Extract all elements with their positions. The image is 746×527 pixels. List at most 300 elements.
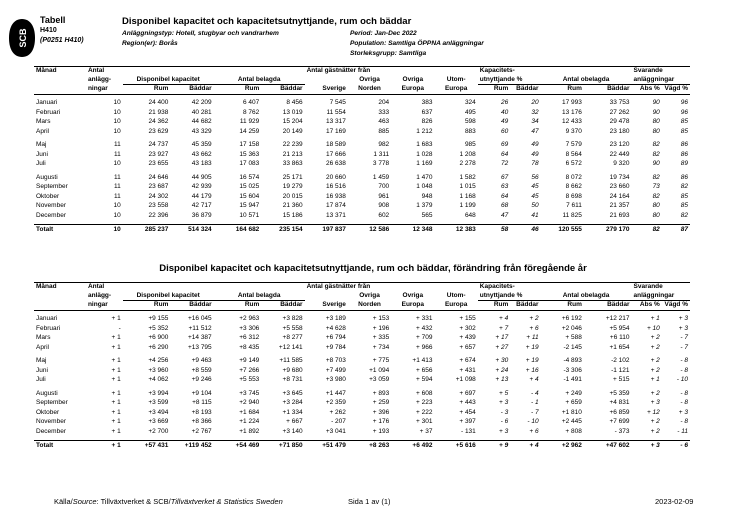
table-cell: 49: [531, 150, 539, 158]
table-cell: 12 348: [391, 224, 434, 234]
table-cell: 22 449: [609, 150, 630, 158]
table-cell: +1 892: [239, 427, 260, 435]
table-cell: Augusti: [36, 173, 58, 181]
table-cell: 24 400: [148, 99, 169, 106]
table-cell: 495: [464, 108, 476, 116]
table-cell: +47 602: [584, 440, 632, 450]
table-cell: + 176: [372, 418, 390, 425]
table-cell: 17 874: [326, 202, 346, 209]
table-cell: + 37: [419, 427, 433, 435]
col-ovriga-1: Övriga: [359, 292, 380, 299]
table-cell: Maj: [36, 357, 47, 364]
table-cell: 23 660: [609, 183, 630, 190]
col-rum: Rum: [123, 301, 171, 311]
table-row: [34, 173, 690, 183]
table-cell: +9 680: [282, 366, 303, 374]
table-cell: 82: [680, 211, 688, 219]
period: Period: Jan-Dec 2022: [350, 30, 417, 37]
table-cell: 86: [680, 173, 688, 181]
table-cell: 235 154: [261, 224, 304, 234]
table-cell: +6 492: [391, 440, 434, 450]
table-cell: 23 927: [148, 150, 169, 158]
table-cell: 961: [378, 192, 390, 200]
table-cell: 33 753: [609, 99, 630, 106]
table-cell: 8 662: [565, 183, 582, 190]
table-cell: 15 947: [239, 202, 260, 209]
table-row: [34, 375, 690, 385]
col-ovriga-2: Övriga: [402, 292, 424, 299]
table-cell: + 1: [111, 389, 121, 397]
table-cell: + 3: [678, 324, 688, 332]
col-antal-gast: Antal gästnätter från: [305, 283, 478, 292]
table-cell: 24 362: [148, 118, 169, 125]
table-cell: 78: [531, 160, 539, 167]
table-cell: +7 499: [325, 366, 346, 374]
table-cell: 3 778: [372, 160, 390, 167]
table-cell: +3 599: [148, 399, 169, 406]
table-cell: + 4: [510, 440, 540, 450]
table-cell: Juni: [36, 366, 48, 374]
table-cell: + 249: [565, 389, 582, 397]
table-cell: +5 616: [434, 440, 477, 450]
col-anlaggningar: anläggningar: [632, 76, 691, 85]
storleksgrupp: Storleksgrupp: Samtliga: [350, 50, 427, 57]
table-cell: 24 164: [609, 192, 630, 200]
table-cell: 43 662: [191, 150, 212, 158]
table-cell: 86: [680, 141, 688, 148]
table-code: H410: [40, 27, 57, 34]
col-ovriga-1: Övriga: [359, 76, 380, 83]
table-cell: 82: [652, 150, 660, 158]
table-cell: - 4: [530, 389, 539, 397]
table-cell: 10: [113, 99, 121, 106]
table-cell: - 11: [677, 427, 688, 435]
table-cell: Februari: [36, 108, 61, 116]
table-cell: 50: [531, 202, 539, 209]
table-cell: + 30: [495, 357, 509, 364]
table-cell: 7 611: [566, 202, 582, 209]
col-manad: Månad: [34, 67, 86, 76]
col-antal-belagda: Antal belagda: [214, 292, 305, 301]
table-cell: 58: [478, 224, 510, 234]
table-cell: 1 208: [459, 150, 476, 158]
table-cell: Juni: [36, 150, 48, 158]
table-cell: -4 893: [563, 357, 582, 364]
table-cell: 1 459: [372, 173, 390, 181]
table-cell: -2 145: [563, 343, 582, 351]
table-cell: 82: [632, 224, 662, 234]
table-cell: - 1: [530, 399, 539, 406]
table-cell: 49: [501, 118, 509, 125]
table-cell: 27 262: [609, 108, 630, 116]
table-cell: 23 180: [609, 127, 630, 135]
table-cell: 26: [501, 99, 509, 106]
col-antal-obelagda: Antal obelagda: [541, 292, 632, 301]
table-cell: 12 586: [348, 224, 391, 234]
table-cell: +1 098: [455, 376, 476, 383]
table-cell: +3 745: [239, 389, 260, 397]
table-cell: + 5: [499, 389, 509, 397]
table-cell: -: [118, 324, 121, 332]
table-row: [34, 356, 690, 366]
table-cell: +3 494: [148, 408, 169, 416]
region: Region(er): Borås: [122, 40, 178, 47]
table-cell: +1 684: [239, 408, 260, 416]
table-cell: +8 115: [192, 399, 212, 406]
table-cell: 90: [652, 160, 660, 167]
table-cell: Totalt: [34, 440, 86, 450]
table-cell: +2 359: [325, 399, 346, 406]
table-cell: +5 359: [609, 389, 630, 397]
table-cell: 44 905: [191, 173, 212, 181]
col-anlagg: anlägg-: [87, 76, 112, 83]
table-cell: 15 025: [239, 183, 260, 190]
table-cell: 24 646: [148, 173, 169, 181]
table-cell: 17 169: [326, 127, 346, 135]
table-cell: +5 558: [282, 324, 303, 332]
table-cell: November: [36, 202, 66, 209]
table-cell: +11 585: [279, 357, 303, 364]
tabell-label: Tabell: [40, 15, 66, 25]
table-cell: 11: [114, 141, 121, 148]
table-cell: + 2: [650, 418, 660, 425]
table-cell: + 1: [111, 343, 121, 351]
table-cell: 16 574: [239, 173, 260, 181]
table-row: [34, 98, 690, 108]
col-disp-kap: Disponibel kapacitet: [123, 76, 214, 85]
table-cell: + 19: [525, 343, 539, 351]
svg-text:SCB: SCB: [18, 28, 28, 48]
table-cell: +4 628: [325, 324, 346, 332]
table-cell: +7 266: [239, 366, 260, 374]
col-baddar: Bäddar: [584, 301, 632, 311]
table-cell: 64: [501, 192, 509, 200]
anlaggningstyp: Anläggningstyp: Hotell, stugbyar och vandrarhem: [122, 30, 279, 37]
table-cell: + 1: [111, 427, 121, 435]
table-cell: +4 062: [148, 376, 169, 383]
table-cell: 80: [652, 127, 660, 135]
table-cell: + 439: [459, 334, 476, 341]
table-cell: + 1: [111, 334, 121, 341]
table-cell: +12 217: [605, 315, 630, 322]
table-row: [34, 150, 690, 160]
table-cell: + 2: [529, 315, 539, 322]
table-cell: - 207: [331, 418, 346, 425]
table-cell: 96: [680, 108, 688, 116]
table-cell: +8 366: [191, 418, 212, 425]
table-cell: + 966: [416, 343, 433, 351]
col-europa2: Europa: [434, 301, 477, 311]
table-cell: 49: [531, 141, 539, 148]
table-cell: + 1: [111, 315, 121, 322]
capacity-table: [34, 66, 690, 234]
table-cell: 383: [421, 99, 433, 106]
table-cell: 21 693: [609, 211, 630, 219]
table-cell: 17 158: [239, 141, 260, 148]
table-cell: 89: [680, 160, 688, 167]
table-cell: 90: [652, 99, 660, 106]
table-cell: +1 224: [239, 418, 260, 425]
table-cell: +6 900: [148, 334, 169, 341]
table-cell: 11: [114, 173, 121, 181]
table-cell: April: [36, 127, 50, 135]
table-cell: +2 963: [239, 315, 260, 322]
table-cell: +2 767: [191, 427, 212, 435]
table-cell: + 396: [372, 408, 390, 416]
table-cell: + 153: [372, 315, 390, 322]
table-cell: - 8: [680, 389, 688, 397]
table-cell: + 19: [525, 357, 539, 364]
table-cell: +1 447: [325, 389, 346, 397]
table-cell: 45: [531, 183, 539, 190]
table-cell: 40: [501, 108, 509, 116]
table-cell: - 7: [680, 343, 688, 351]
table-cell: +3 960: [148, 366, 169, 374]
table-cell: 20 149: [282, 127, 303, 135]
table-cell: + 155: [459, 315, 476, 322]
col-ovriga-2: Övriga: [402, 76, 424, 83]
table-cell: +3 189: [325, 315, 346, 322]
table-cell: 285 237: [123, 224, 171, 234]
table-cell: + 7: [499, 324, 509, 332]
table-cell: - 6: [500, 418, 509, 425]
col-baddar: Bäddar: [261, 85, 304, 95]
table-cell: 11 929: [239, 118, 260, 125]
table-cell: 33 863: [282, 160, 303, 167]
table-cell: 15 204: [282, 118, 303, 125]
table-cell: 700: [378, 183, 390, 190]
table-cell: +8 559: [191, 366, 212, 374]
col-kap: Kapacitets-: [478, 283, 541, 292]
col-antal-obelagda: Antal obelagda: [541, 76, 632, 85]
table-cell: 18 589: [326, 141, 346, 148]
table-cell: +5 553: [239, 376, 260, 383]
table-cell: + 12: [646, 408, 660, 416]
table-cell: + 657: [459, 343, 476, 351]
table-cell: 11: [114, 183, 121, 190]
table-cell: 45: [531, 192, 539, 200]
table-cell: 60: [501, 127, 509, 135]
table-cell: 72: [501, 160, 509, 167]
col-abs: Abs %: [632, 301, 662, 311]
table-cell: + 674: [459, 357, 476, 364]
table-cell: + 2: [650, 343, 660, 351]
table-cell: + 3: [499, 427, 509, 435]
table-cell: + 1: [650, 315, 660, 322]
table-cell: 20 015: [282, 192, 303, 200]
table-cell: + 594: [416, 376, 433, 383]
table-cell: 23 558: [148, 202, 169, 209]
table-cell: - 8: [680, 399, 688, 406]
col-norden: Norden: [348, 301, 391, 311]
table-cell: 8 072: [565, 173, 582, 181]
table-cell: + 808: [565, 427, 582, 435]
table-row: [34, 127, 690, 137]
table-cell: 1 212: [416, 127, 433, 135]
table-cell: +14 387: [187, 334, 212, 341]
table-cell: + 397: [459, 418, 476, 425]
col-europa2: Europa: [434, 85, 477, 95]
table-cell: 23 120: [609, 141, 630, 148]
col-ningar: ningar: [86, 85, 123, 95]
table-cell: 8 698: [565, 192, 582, 200]
table-cell: + 262: [329, 408, 346, 416]
table-cell: 826: [421, 118, 433, 125]
table-cell: +2 046: [561, 324, 582, 332]
table-row: [34, 201, 690, 211]
table-cell: 85: [680, 118, 688, 125]
table-cell: - 3: [500, 408, 509, 416]
table-cell: 17 993: [561, 99, 582, 106]
table-cell: 15 604: [239, 192, 260, 200]
table-cell: + 431: [459, 366, 476, 374]
table-cell: - 8: [680, 366, 688, 374]
table-cell: 17 083: [239, 160, 260, 167]
table-cell: +6 290: [148, 343, 169, 351]
table-cell: 982: [378, 141, 390, 148]
table-cell: 82: [652, 192, 660, 200]
table-cell: 8 456: [286, 99, 303, 106]
col-vagd: Vägd %: [662, 85, 690, 95]
table-cell: + 302: [459, 324, 476, 332]
table-cell: + 775: [372, 357, 390, 364]
table-cell: 333: [378, 108, 390, 116]
table-cell: 10: [113, 202, 121, 209]
table-cell: + 193: [372, 427, 390, 435]
table-cell: 22 239: [282, 141, 303, 148]
table-cell: +3 059: [369, 376, 390, 383]
table-cell: 1 168: [459, 192, 476, 200]
table-cell: 9 320: [613, 160, 630, 167]
col-europa: Europa: [391, 85, 434, 95]
table-cell: +3 828: [282, 315, 303, 322]
table-cell: 885: [378, 127, 390, 135]
population: Population: Samtliga ÖPPNA anläggningar: [350, 40, 484, 47]
table-cell: + 9: [478, 440, 510, 450]
table-cell: 602: [378, 211, 390, 219]
table-cell: 10: [113, 118, 121, 125]
table-id-block: [40, 15, 84, 45]
table-cell: April: [36, 343, 50, 351]
table-cell: 47: [501, 211, 509, 219]
table-cell: +13 795: [187, 343, 212, 351]
table-cell: 13 317: [326, 118, 346, 125]
table-cell: +1 654: [609, 343, 630, 351]
table-cell: Mars: [36, 118, 51, 125]
table-cell: 13 371: [326, 211, 346, 219]
table-cell: + 2: [650, 357, 660, 364]
col-anlaggningar: anläggningar: [632, 292, 691, 301]
table-cell: 64: [501, 150, 509, 158]
table-cell: 20: [531, 99, 539, 106]
col-baddar: Bäddar: [584, 85, 632, 95]
col-sverige: Sverige: [305, 85, 348, 95]
table-cell: 9 370: [565, 127, 582, 135]
table-cell: +8 435: [239, 343, 260, 351]
table-cell: 56: [531, 173, 539, 181]
table-cell: + 17: [495, 334, 509, 341]
table-row: [34, 140, 690, 150]
table-cell: 15 363: [239, 150, 260, 158]
table-cell: 80: [652, 202, 660, 209]
table-cell: +71 850: [261, 440, 304, 450]
table-cell: + 11: [526, 334, 539, 341]
report-date: 2023-02-09: [655, 497, 694, 506]
table-cell: + 223: [416, 399, 433, 406]
table-cell: Maj: [36, 141, 47, 148]
col-utnyttjande: utnyttjande %: [478, 76, 541, 85]
table-row: [34, 192, 690, 202]
table-cell: 11 554: [326, 108, 346, 116]
table-cell: + 2: [650, 334, 660, 341]
table-cell: +3 669: [148, 418, 169, 425]
table-cell: 514 324: [170, 224, 213, 234]
table-cell: 43 183: [191, 160, 212, 167]
table-cell: 1 169: [416, 160, 433, 167]
table-cell: 19 734: [609, 173, 630, 181]
table-cell: + 13: [495, 376, 509, 383]
table-cell: 42 209: [191, 99, 212, 106]
table-cell: September: [36, 183, 68, 190]
col-abs: Abs %: [632, 85, 662, 95]
table-cell: Januari: [36, 99, 58, 106]
table-cell: 16 516: [326, 183, 346, 190]
table-cell: 85: [680, 192, 688, 200]
table-cell: 20 660: [326, 173, 346, 181]
page-title: Disponibel kapacitet och kapacitetsutnyttjande, rum och bäddar: [122, 16, 412, 27]
table-cell: +9 246: [191, 376, 212, 383]
col-europa: Europa: [391, 301, 434, 311]
table-cell: 15 186: [282, 211, 303, 219]
col-sverige: Sverige: [305, 301, 348, 311]
table-cell: +9 104: [191, 389, 212, 397]
table-row: [34, 389, 690, 399]
table-cell: + 1: [111, 399, 121, 406]
table-cell: +3 140: [282, 427, 303, 435]
table-cell: 47: [531, 127, 539, 135]
table-cell: 42 939: [191, 183, 212, 190]
table-cell: + 222: [416, 408, 433, 416]
table-cell: 80: [652, 118, 660, 125]
source-en: Tillväxtverket & Statistics Sweden: [170, 497, 283, 506]
table-cell: December: [36, 211, 66, 219]
table-cell: + 196: [372, 324, 390, 332]
table-cell: 26 638: [326, 160, 346, 167]
table-cell: +6 312: [239, 334, 260, 341]
table-cell: + 1: [111, 418, 121, 425]
table-cell: 12 433: [561, 118, 582, 125]
table-cell: 648: [464, 211, 476, 219]
table-cell: 1 582: [459, 173, 476, 181]
table-cell: 21 360: [282, 202, 303, 209]
source-text: : Tillväxtverket & SCB/: [96, 497, 171, 506]
table-cell: + 2: [650, 366, 660, 374]
table-cell: - 10: [527, 418, 539, 425]
table-cell: +1 810: [561, 408, 582, 416]
table-cell: Juli: [36, 376, 46, 383]
table-cell: + 1: [111, 357, 121, 364]
table-cell: 23 629: [148, 127, 169, 135]
table-cell: + 4: [499, 315, 509, 322]
source-label: Source: [72, 497, 97, 506]
table-cell: 82: [652, 141, 660, 148]
table-cell: 86: [680, 150, 688, 158]
table-cell: 10: [86, 224, 123, 234]
table-cell: -1 121: [611, 366, 630, 374]
col-antal-gast: Antal gästnätter från: [305, 67, 478, 76]
table-cell: Januari: [36, 315, 58, 322]
table-cell: 1 470: [416, 173, 433, 181]
